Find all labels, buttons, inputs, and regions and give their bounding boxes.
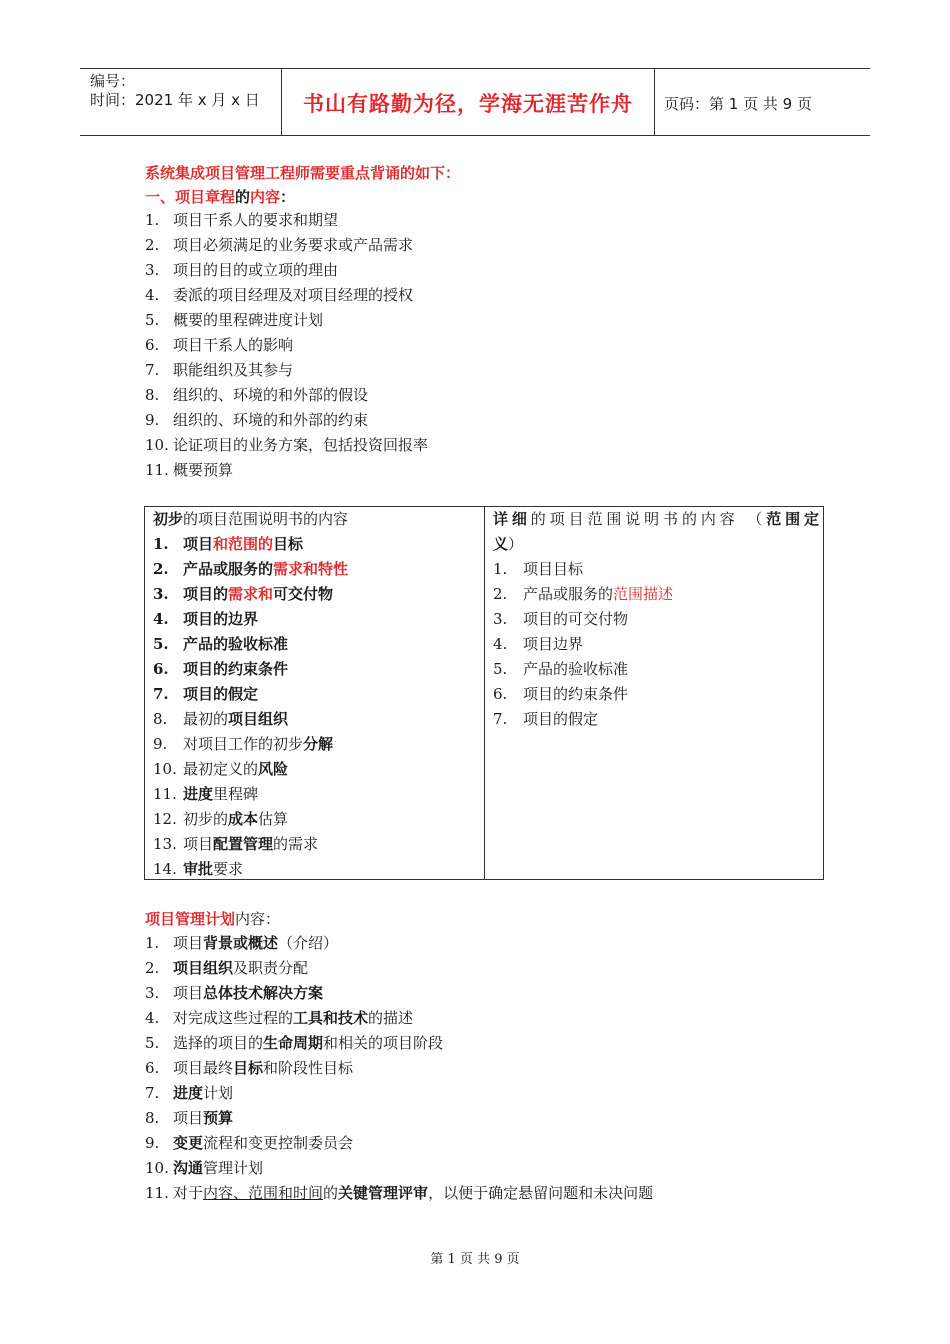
item-text: 项目边界	[523, 635, 584, 653]
item-text: 项目的	[183, 585, 229, 603]
item-text: 的	[323, 1184, 339, 1202]
item-text: 可交付物	[273, 585, 334, 603]
item-text: 产品的验收标准	[523, 660, 629, 678]
list-item	[145, 358, 428, 383]
table-row	[493, 607, 819, 632]
item-text: 最初定义的	[183, 760, 259, 778]
item-text: 项目	[173, 1109, 204, 1127]
table-row	[153, 657, 478, 682]
item-emphasis: 配置管理	[213, 835, 274, 853]
table-row	[153, 732, 478, 757]
item-text: 项目	[173, 934, 204, 952]
list-item	[145, 258, 428, 283]
item-text: 委派的项目经理及对项目经理的授权	[173, 286, 414, 304]
plan-content-list	[145, 931, 653, 1206]
item-number: 5.	[153, 635, 169, 653]
item-text: 和相关的项目阶段	[323, 1034, 444, 1052]
header-divider-right	[654, 68, 655, 136]
item-text: 及职责分配	[233, 959, 309, 977]
header-text: 的项目范围说明书的内容	[183, 510, 349, 528]
item-emphasis: 项目组织	[173, 959, 234, 977]
header-meta	[90, 72, 260, 110]
item-text: 组织的、环境的和外部的假设	[173, 386, 369, 404]
table-row	[153, 757, 478, 782]
item-number: 3.	[153, 585, 169, 603]
section-charter-title	[145, 186, 295, 207]
list-item	[145, 333, 428, 358]
charter-content-list	[145, 208, 428, 483]
list-item	[145, 956, 653, 981]
detailed-scope-header	[493, 507, 819, 532]
header-bottom-rule	[80, 135, 870, 136]
item-emphasis: 预算	[203, 1109, 234, 1127]
scope-statement-table	[144, 506, 824, 880]
table-row	[153, 707, 478, 732]
item-text: 初步的	[183, 810, 229, 828]
list-item	[145, 433, 428, 458]
item-text: 对完成这些过程的	[173, 1009, 294, 1027]
item-emphasis: 成本	[228, 810, 259, 828]
item-emphasis: 审批	[183, 860, 214, 878]
item-emphasis: 沟通	[173, 1159, 204, 1177]
item-number: 3.	[145, 261, 160, 279]
table-row	[153, 857, 478, 882]
header-text: ）	[508, 535, 524, 553]
section-title-part: 项目管理计划	[145, 910, 236, 928]
item-highlight: 需求和	[228, 585, 274, 603]
item-text: 组织的、环境的和外部的约束	[173, 411, 369, 429]
list-item	[145, 208, 428, 233]
table-row	[493, 657, 819, 682]
item-text: 概要的里程碑进度计划	[173, 311, 324, 329]
list-item	[145, 283, 428, 308]
item-highlight: 和范围的	[213, 535, 274, 553]
list-item	[145, 1131, 653, 1156]
item-text: 估算	[258, 810, 289, 828]
table-row	[153, 782, 478, 807]
item-number: 1.	[493, 560, 508, 578]
item-emphasis: 生命周期	[263, 1034, 324, 1052]
item-number: 5.	[493, 660, 508, 678]
item-text: 项目的边界	[183, 610, 259, 628]
item-text: 最初的	[183, 710, 229, 728]
item-text: 项目最终	[173, 1059, 234, 1077]
item-emphasis: 进度	[173, 1084, 204, 1102]
item-number: 4.	[145, 286, 160, 304]
item-emphasis: 关键管理评审	[338, 1184, 429, 1202]
item-text: 计划	[203, 1084, 234, 1102]
section-title-part: ：	[280, 188, 296, 206]
item-number: 7.	[145, 1084, 160, 1102]
list-item	[145, 408, 428, 433]
list-item	[145, 308, 428, 333]
item-text: 产品或服务的	[523, 585, 614, 603]
header-emphasis: 详细	[493, 510, 531, 528]
item-emphasis: 进度	[183, 785, 214, 803]
item-number: 6.	[153, 660, 169, 678]
item-text: 流程和变更控制委员会	[203, 1134, 354, 1152]
item-text: 要求	[213, 860, 244, 878]
item-number: 7.	[153, 685, 169, 703]
section-title-part: 内容：	[235, 910, 281, 928]
item-number: 5.	[145, 1034, 160, 1052]
item-text: 对于	[173, 1184, 204, 1202]
item-text: 项目	[173, 984, 204, 1002]
list-item	[145, 1156, 653, 1181]
item-emphasis: 风险	[258, 760, 289, 778]
list-item	[145, 233, 428, 258]
item-emphasis: 目标	[233, 1059, 264, 1077]
item-number: 4.	[493, 635, 508, 653]
list-item	[145, 1006, 653, 1031]
detailed-scope-header-cont	[493, 532, 819, 557]
table-row	[153, 682, 478, 707]
item-text: 概要预算	[173, 461, 234, 479]
item-number: 11.	[153, 785, 177, 803]
item-text: 的需求	[273, 835, 319, 853]
list-item	[145, 931, 653, 956]
item-number: 1.	[145, 211, 160, 229]
item-text: 选择的项目的	[173, 1034, 264, 1052]
item-emphasis: 背景或概述	[203, 934, 279, 952]
item-text: 项目的假定	[523, 710, 599, 728]
item-number: 4.	[153, 610, 169, 628]
item-number: 14.	[153, 860, 177, 878]
item-number: 5.	[145, 311, 160, 329]
table-row	[153, 557, 478, 582]
header-page-number: 页码：第 1 页 共 9 页	[664, 95, 812, 113]
preliminary-scope-header	[153, 507, 478, 532]
item-number: 2.	[153, 560, 169, 578]
header-text: 的项目范围说明书的内容 （	[530, 510, 767, 528]
item-text: 的描述	[368, 1009, 414, 1027]
list-item	[145, 1106, 653, 1131]
section-title-part: 一、项目章程	[145, 188, 236, 206]
item-number: 3.	[145, 984, 160, 1002]
section-title-part: 内容	[250, 188, 281, 206]
item-number: 10.	[145, 436, 169, 454]
item-text: 项目的约束条件	[523, 685, 629, 703]
item-number: 6.	[493, 685, 508, 703]
item-text: 目标	[273, 535, 304, 553]
header-emphasis: 初步	[153, 510, 184, 528]
item-text: ，以便于确定悬留问题和未决问题	[428, 1184, 654, 1202]
page-footer: 第 1 页 共 9 页	[430, 1252, 520, 1267]
item-text: 项目	[183, 535, 214, 553]
table-row	[153, 532, 478, 557]
item-number: 3.	[493, 610, 508, 628]
item-text: 项目的约束条件	[183, 660, 289, 678]
item-text: 和阶段性目标	[263, 1059, 354, 1077]
item-number: 8.	[153, 710, 168, 728]
table-row	[493, 707, 819, 732]
table-row	[153, 807, 478, 832]
list-item	[145, 383, 428, 408]
item-text: 里程碑	[213, 785, 259, 803]
item-text: 项目	[183, 835, 214, 853]
item-text: 项目干系人的影响	[173, 336, 294, 354]
table-row	[153, 582, 478, 607]
table-column-divider	[484, 507, 485, 879]
item-number: 7.	[493, 710, 508, 728]
item-number: 2.	[493, 585, 508, 603]
list-item	[145, 458, 428, 483]
section-title-part: 的	[235, 188, 251, 206]
item-number: 6.	[145, 1059, 160, 1077]
item-text: 论证项目的业务方案，包括投资回报率	[173, 436, 429, 454]
list-item	[145, 1056, 653, 1081]
item-number: 9.	[153, 735, 168, 753]
item-number: 8.	[145, 386, 160, 404]
item-number: 7.	[145, 361, 160, 379]
item-underlined: 内容、范围和时间	[203, 1184, 324, 1202]
item-highlight: 范围描述	[613, 585, 674, 603]
table-row	[493, 682, 819, 707]
table-row	[493, 582, 819, 607]
list-item	[145, 981, 653, 1006]
item-number: 2.	[145, 959, 160, 977]
table-row	[493, 632, 819, 657]
detailed-scope-cell	[493, 507, 819, 732]
item-highlight: 需求和特性	[273, 560, 349, 578]
item-number: 1.	[145, 934, 160, 952]
item-number: 11.	[145, 461, 169, 479]
item-emphasis: 工具和技术	[293, 1009, 369, 1027]
item-number: 13.	[153, 835, 177, 853]
list-item	[145, 1031, 653, 1056]
item-text: 管理计划	[203, 1159, 264, 1177]
item-emphasis: 分解	[303, 735, 334, 753]
table-row	[493, 557, 819, 582]
item-text: 项目干系人的要求和期望	[173, 211, 339, 229]
item-emphasis: 变更	[173, 1134, 204, 1152]
item-number: 4.	[145, 1009, 160, 1027]
table-row	[153, 607, 478, 632]
item-number: 8.	[145, 1109, 160, 1127]
item-number: 11.	[145, 1184, 169, 1202]
item-number: 12.	[153, 810, 177, 828]
section-plan-title	[145, 908, 280, 929]
intro-title: 系统集成项目管理工程师需要重点背诵的如下：	[145, 164, 461, 182]
item-text: 项目目标	[523, 560, 584, 578]
preliminary-scope-cell	[153, 507, 478, 882]
item-number: 9.	[145, 411, 160, 429]
item-number: 2.	[145, 236, 160, 254]
item-text: （介绍）	[278, 934, 339, 952]
item-number: 1.	[153, 535, 169, 553]
header-emphasis: 范围定	[766, 510, 819, 528]
item-text: 项目的目的或立项的理由	[173, 261, 339, 279]
item-text: 项目的可交付物	[523, 610, 629, 628]
table-row	[153, 632, 478, 657]
document-time: 时间：2021 年 x 月 x 日	[90, 91, 260, 109]
item-number: 10.	[153, 760, 177, 778]
header-emphasis: 义	[493, 535, 509, 553]
item-number: 10.	[145, 1159, 169, 1177]
item-text: 产品或服务的	[183, 560, 274, 578]
list-item	[145, 1181, 653, 1206]
item-text: 对项目工作的初步	[183, 735, 304, 753]
header-top-rule	[80, 68, 870, 69]
item-text: 职能组织及其参与	[173, 361, 294, 379]
item-text: 项目的假定	[183, 685, 259, 703]
item-emphasis: 项目组织	[228, 710, 289, 728]
table-row	[153, 832, 478, 857]
item-emphasis: 总体技术解决方案	[203, 984, 324, 1002]
item-number: 9.	[145, 1134, 160, 1152]
document-number: 编号：	[90, 72, 136, 90]
item-text: 项目必须满足的业务要求或产品需求	[173, 236, 414, 254]
list-item	[145, 1081, 653, 1106]
item-text: 产品的验收标准	[183, 635, 289, 653]
header-motto: 书山有路勤为径，学海无涯苦作舟	[303, 92, 633, 116]
item-number: 6.	[145, 336, 160, 354]
